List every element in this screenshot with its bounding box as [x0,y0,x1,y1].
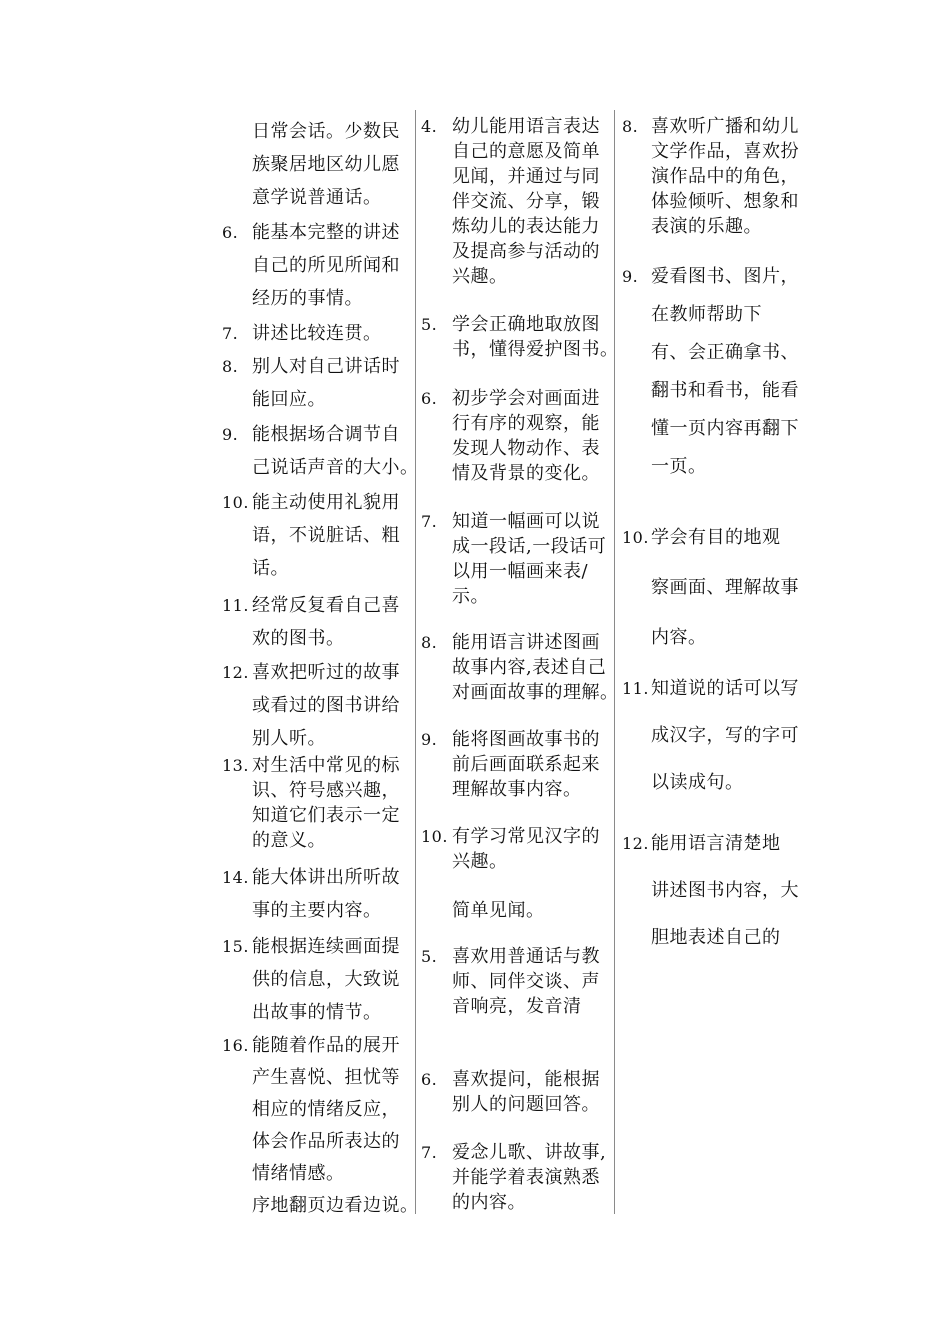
item-text-line: 己说话声音的大小。 [252,457,419,478]
item-text-line: 能用语言清楚地 [651,833,781,854]
item-text-line: 供的信息，大致说 [252,969,400,990]
item-text-line: 一页。 [651,456,707,477]
item-text-line: 知道一幅画可以说 [452,511,600,532]
item-text-line: 识、符号感兴趣， [252,780,400,801]
item-text-line: 能将图画故事书的 [452,729,600,750]
item-text-line: 简单见闻。 [452,900,545,921]
item-number: 10. [421,827,448,846]
item-text-line: 有学习常见汉字的 [452,826,600,847]
item-text-line: 兴趣。 [452,851,508,872]
item-text-line: 产生喜悦、担忧等 [252,1067,400,1088]
item-text-line: 知道说的话可以写 [651,678,799,699]
item-text-line: 欢的图书。 [252,628,345,649]
item-text-line: 喜欢用普通话与教 [452,946,600,967]
item-text-line: 事的主要内容。 [252,900,382,921]
item-number: 8. [222,357,239,376]
item-number: 5. [421,315,438,334]
item-text-line: 经历的事情。 [252,288,363,309]
item-text-line: 幼儿能用语言表达 [452,116,600,137]
item-number: 14. [222,868,249,887]
item-text-line: 并能学着表演熟悉 [452,1167,600,1188]
item-number: 5. [421,947,438,966]
item-text-line: 能根据场合调节自 [252,424,400,445]
item-text-line: 能用语言讲述图画 [452,632,600,653]
item-text-line: 胆地表述自己的 [651,927,781,948]
item-text-line: 族聚居地区幼儿愿 [252,154,400,175]
item-text-line: 知道它们表示一定 [252,805,400,826]
item-text-line: 语，不说脏话、粗 [252,525,400,546]
item-text-line: 演作品中的角色， [651,166,799,187]
item-text-line: 讲述比较连贯。 [252,323,382,344]
item-text-line: 或看过的图书讲给 [252,695,400,716]
item-text-line: 翻书和看书，能看 [651,380,799,401]
item-text-line: 初步学会对画面进 [452,388,600,409]
item-text-line: 炼幼儿的表达能力 [452,216,600,237]
item-text-line: 能随着作品的展开 [252,1035,400,1056]
item-text-line: 经常反复看自己喜 [252,595,400,616]
item-text-line: 故事内容,表述自己 [452,657,607,678]
item-number: 9. [622,267,639,286]
item-text-line: 文学作品，喜欢扮 [651,141,799,162]
item-text-line: 理解故事内容。 [452,779,582,800]
item-number: 6. [421,389,438,408]
item-text-line: 学会正确地取放图 [452,314,600,335]
item-text-line: 体验倾听、想象和 [651,191,799,212]
item-text-line: 的内容。 [452,1192,526,1213]
item-text-line: 成一段话,一段话可 [452,536,607,557]
item-text-line: 以读成句。 [651,772,744,793]
item-text-line: 表演的乐趣。 [651,216,762,237]
item-number: 7. [222,324,239,343]
item-number: 10. [222,493,249,512]
item-text-line: 行有序的观察，能 [452,413,600,434]
item-text-line: 伴交流、分享，锻 [452,191,600,212]
item-text-line: 喜欢提问，能根据 [452,1069,600,1090]
item-text-line: 别人对自己讲话时 [252,356,400,377]
item-text-line: 能回应。 [252,389,326,410]
item-text-line: 书，懂得爱护图书。 [452,339,619,360]
item-text-line: 发现人物动作、表 [452,438,600,459]
item-text-line: 爱念儿歌、讲故事, [452,1142,607,1163]
item-text-line: 师、同伴交谈、声 [452,971,600,992]
item-number: 7. [421,1143,438,1162]
item-number: 8. [421,633,438,652]
item-number: 4. [421,117,438,136]
item-number: 12. [622,834,649,853]
item-number: 6. [421,1070,438,1089]
item-number: 12. [222,663,249,682]
item-number: 11. [622,679,649,698]
item-text-line: 别人听。 [252,728,326,749]
item-text-line: 别人的问题回答。 [452,1094,600,1115]
item-text-line: 讲述图书内容，大 [651,880,799,901]
item-number: 9. [421,730,438,749]
item-number: 13. [222,756,249,775]
item-text-line: 序地翻页边看边说。 [252,1195,419,1216]
item-text-line: 前后画面联系起来 [452,754,600,775]
item-text-line: 情绪情感。 [252,1163,345,1184]
item-text-line: 爱看图书、图片， [651,266,799,287]
item-number: 11. [222,596,249,615]
item-number: 6. [222,223,239,242]
item-text-line: 情及背景的变化。 [452,463,600,484]
item-text-line: 能大体讲出所听故 [252,867,400,888]
item-text-line: 及提高参与活动的 [452,241,600,262]
item-number: 15. [222,937,249,956]
item-text-line: 日常会话。少数民 [252,121,400,142]
item-text-line: 自己的所见所闻和 [252,255,400,276]
item-text-line: 意学说普通话。 [252,187,382,208]
item-text-line: 喜欢听广播和幼儿 [651,116,799,137]
item-text-line: 示。 [452,586,489,607]
item-text-line: 喜欢把听过的故事 [252,662,400,683]
item-number: 9. [222,425,239,444]
item-text-line: 话。 [252,558,289,579]
item-text-line: 的意义。 [252,830,326,851]
item-text-line: 兴趣。 [452,266,508,287]
item-number: 8. [622,117,639,136]
item-text-line: 见闻，并通过与同 [452,166,600,187]
item-text-line: 察画面、理解故事 [651,577,799,598]
item-number: 7. [421,512,438,531]
item-text-line: 对画面故事的理解。 [452,682,619,703]
item-text-line: 音响亮，发音清 [452,996,582,1017]
item-text-line: 能根据连续画面提 [252,936,400,957]
item-text-line: 成汉字，写的字可 [651,725,799,746]
item-text-line: 自己的意愿及简单 [452,141,600,162]
item-text-line: 对生活中常见的标 [252,755,400,776]
item-text-line: 懂一页内容再翻下 [651,418,799,439]
item-text-line: 体会作品所表达的 [252,1131,400,1152]
item-text-line: 有、会正确拿书、 [651,342,799,363]
item-text-line: 内容。 [651,627,707,648]
item-text-line: 出故事的情节。 [252,1002,382,1023]
item-text-line: 相应的情绪反应， [252,1099,400,1120]
item-text-line: 能主动使用礼貌用 [252,492,400,513]
item-number: 16. [222,1036,249,1055]
item-number: 10. [622,528,649,547]
item-text-line: 能基本完整的讲述 [252,222,400,243]
item-text-line: 在教师帮助下 [651,304,762,325]
item-text-line: 以用一幅画来表/ [452,561,589,582]
item-text-line: 学会有目的地观 [651,527,781,548]
